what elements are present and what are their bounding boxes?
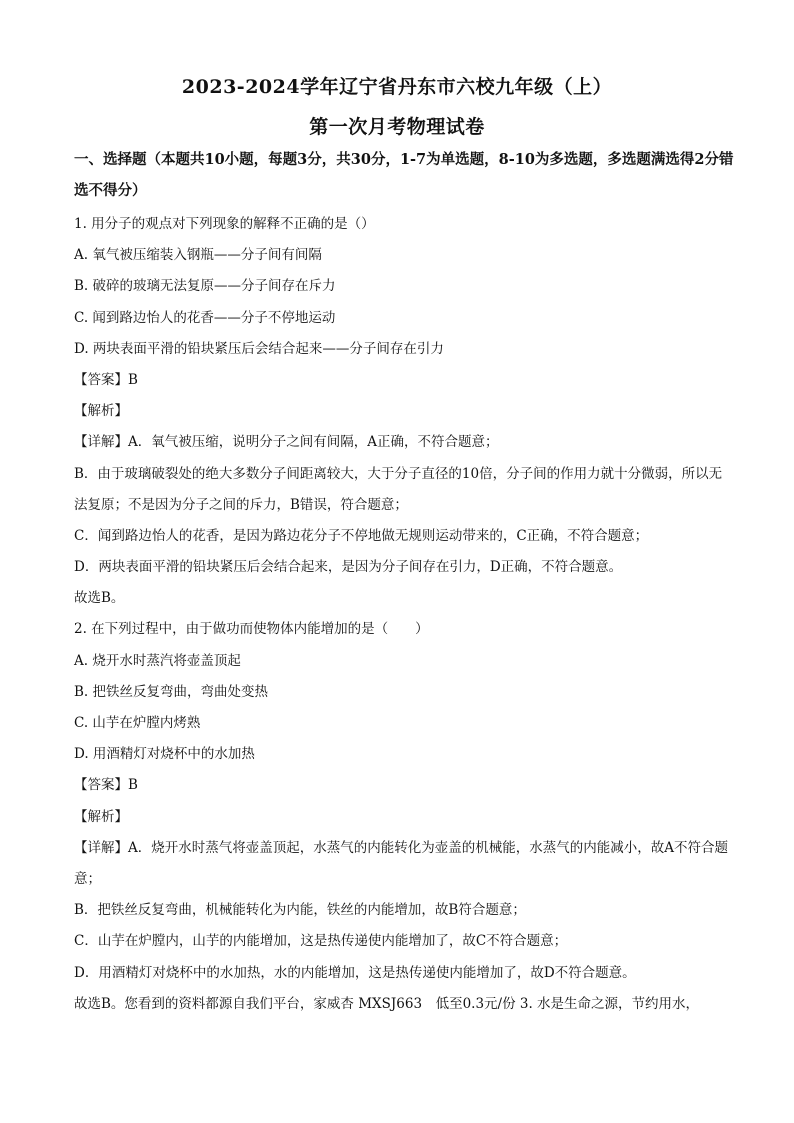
question-1-conclusion: 故选B。 (74, 590, 125, 607)
question-1-option-a: A. 氧气被压缩装入钢瓶——分子间有间隔 (74, 247, 322, 264)
question-1-option-c: C. 闻到路边怡人的花香——分子不停地运动 (74, 309, 336, 326)
section-heading: 一、选择题（本题共10小题，每题3分，共30分，1-7为单选题，8-10为多选题，多选题满选得2分错选不得分） (74, 151, 734, 199)
question-2-detail-c: C．山芋在炉膛内，山芋的内能增加，这是热传递使内能增加了，故C不符合题意； (74, 933, 568, 950)
question-2-option-a: A. 烧开水时蒸汽将壶盖顶起 (74, 652, 241, 669)
question-1-analysis-label: 【解析】 (74, 403, 128, 420)
question-1-option-b: B. 破碎的玻璃无法复原——分子间存在斥力 (74, 278, 336, 295)
question-1-answer: 【答案】B (74, 371, 138, 388)
question-list (74, 209, 734, 1020)
question-2-conclusion: 故选B。您看到的资料都源自我们平台，家威杏 MXSJ663 低至0.3元/份 3. 水是生命之源，节约用水， (74, 995, 700, 1012)
question-2-option-d: D. 用酒精灯对烧杯中的水加热 (74, 746, 255, 763)
question-2-answer: 【答案】B (74, 777, 138, 794)
question-2-analysis-label: 【解析】 (74, 808, 128, 825)
question-1-detail-a: 【详解】A．氧气被压缩，说明分子之间有间隔，A正确，不符合题意； (74, 434, 499, 451)
question-1-detail-d: D．两块表面平滑的铅块紧压后会结合起来，是因为分子间存在引力，D正确，不符合题意。 (74, 559, 623, 576)
page-title: 2023-2024学年辽宁省丹东市六校九年级（上） (181, 76, 613, 98)
question-2-option-b: B. 把铁丝反复弯曲，弯曲处变热 (74, 683, 269, 700)
page-subtitle: 第一次月考物理试卷 (309, 116, 485, 138)
question-2-stem: 2. 在下列过程中，由于做功而使物体内能增加的是（ ） (74, 621, 429, 638)
question-1-detail-c: C．闻到路边怡人的花香，是因为路边花分子不停地做无规则运动带来的，C正确，不符合题意； (74, 527, 649, 544)
question-2-detail-d: D．用酒精灯对烧杯中的水加热，水的内能增加，这是热传递使内能增加了，故D不符合题意。 (74, 964, 636, 981)
question-1-stem: 1. 用分子的观点对下列现象的解释不正确的是（） (74, 216, 375, 232)
question-2-detail-b: B．把铁丝反复弯曲，机械能转化为内能，铁丝的内能增加，故B符合题意； (74, 902, 526, 919)
question-1-detail-b: B．由于玻璃破裂处的绝大多数分子间距离较大，大于分子直径的10倍，分子间的作用力就十分微弱，所以无法复原；不是因为分子之间的斥力，B错误，符合题意； (74, 465, 723, 513)
question-2-detail-a: 【详解】A．烧开水时蒸气将壶盖顶起，水蒸气的内能转化为壶盖的机械能，水蒸气的内能减小，故A不符合题意； (74, 839, 728, 887)
question-1-option-d: D. 两块表面平滑的铅块紧压后会结合起来——分子间存在引力 (74, 340, 444, 357)
question-2-option-c: C. 山芋在炉膛内烤熟 (74, 715, 201, 732)
